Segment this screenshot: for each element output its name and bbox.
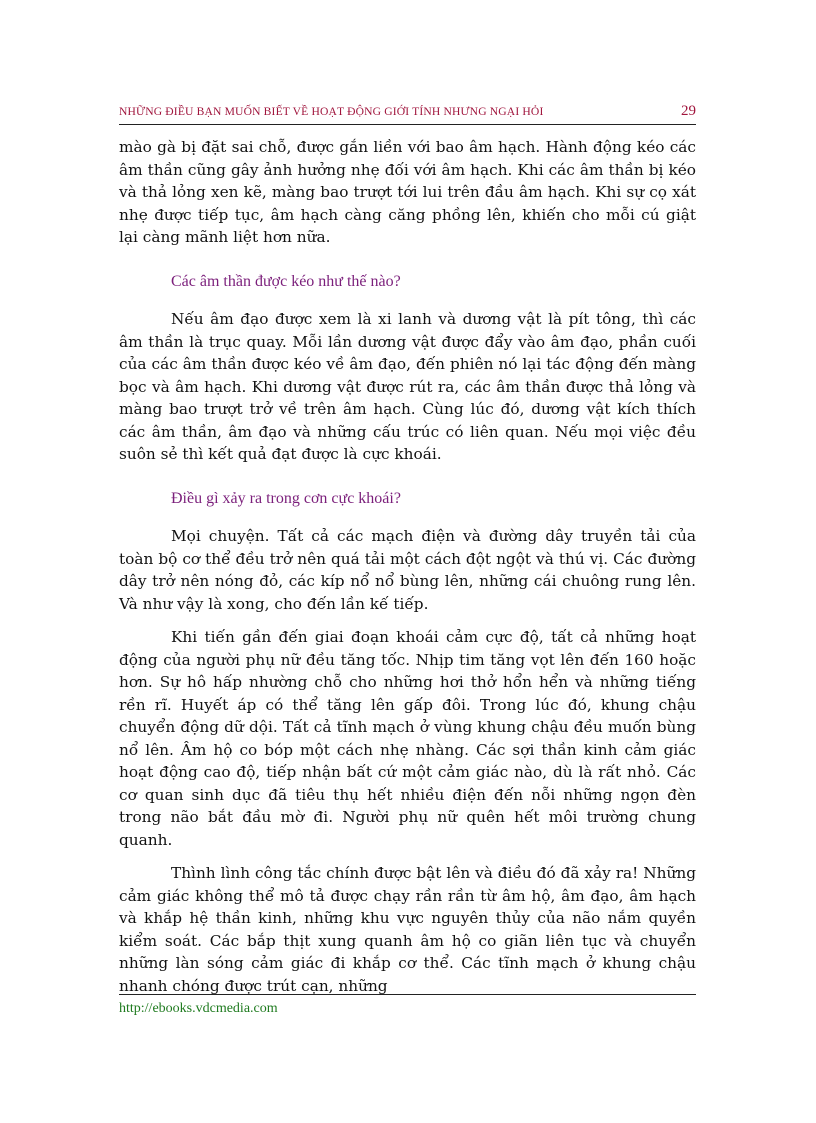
page-body [119, 136, 696, 997]
paragraph: Thình lình công tắc chính được bật lên và điều đó đã xảy ra! Những cảm giác không thể mô tả được chạy rần rần từ âm hộ, âm đạo, âm hạch và khắp hệ thần kinh, những khu vực nguyên thủy của não nắm quyền kiểm soát. Các bắp thịt xung quanh âm hộ co giãn liên tục và chuyển những làn sóng cảm giác đi khắp cơ thể. Các tĩnh mạch ở khung chậu nhanh chóng được trút cạn, những [119, 864, 696, 995]
paragraph: Nếu âm đạo được xem là xi lanh và dương vật là pít tông, thì các âm thần là trục quay. Mỗi lần dương vật được đẩy vào âm đạo, phần cuối của các âm thần được kéo về âm đạo, đến phiên nó lại tác động đến màng bọc và âm hạch. Khi dương vật được rút ra, các âm thần được thả lỏng và màng bao trượt trở về trên âm hạch. Cùng lúc đó, dương vật kích thích các âm thần, âm đạo và những cấu trúc có liên quan. Nếu mọi việc đều suôn sẻ thì kết quả đạt được là cực khoái. [119, 310, 696, 463]
page-footer [119, 994, 696, 1017]
running-header [119, 103, 696, 125]
page-number: 29 [681, 103, 696, 119]
footer-link[interactable]: http://ebooks.vdcmedia.com [119, 1001, 278, 1016]
section-heading: Điều gì xảy ra trong cơn cực khoái? [171, 489, 401, 507]
paragraph: mào gà bị đặt sai chỗ, được gắn liền với bao âm hạch. Hành động kéo các âm thần cũng gây ảnh hưởng nhẹ đối với âm hạch. Khi các âm thần bị kéo và thả lỏng xen kẽ, màng bao trượt tới lui trên đầu âm hạch. Khi sự cọ xát nhẹ được tiếp tục, âm hạch càng căng phồng lên, khiến cho mỗi cú giật lại càng mãnh liệt hơn nữa. [119, 138, 696, 246]
section-heading: Các âm thần được kéo như thế nào? [171, 272, 401, 290]
paragraph: Khi tiến gần đến giai đoạn khoái cảm cực độ, tất cả những hoạt động của người phụ nữ đều tăng tốc. Nhịp tim tăng vọt lên đến 160 hoặc hơn. Sự hô hấp nhường chỗ cho những hơi thở hổn hển và những tiếng rền rĩ. Huyết áp có thể tăng lên gấp đôi. Trong lúc đó, khung chậu chuyển động dữ dội. Tất cả tĩnh mạch ở vùng khung chậu đều muốn bùng nổ lên. Âm hộ co bóp một cách nhẹ nhàng. Các sợi thần kinh cảm giác hoạt động cao độ, tiếp nhận bất cứ một cảm giác nào, dù là rất nhỏ. Các cơ quan sinh dục đã tiêu thụ hết nhiều điện đến nỗi những ngọn đèn trong não bắt đầu mờ đi. Người phụ nữ quên hết môi trường chung quanh. [119, 628, 696, 849]
book-title: NHỮNG ĐIỀU BẠN MUỐN BIẾT VỀ HOẠT ĐỘNG GIỚI TÍNH NHƯNG NGẠI HỎI [119, 105, 544, 118]
paragraph: Mọi chuyện. Tất cả các mạch điện và đường dây truyền tải của toàn bộ cơ thể đều trở nên quá tải một cách đột ngột và thú vị. Các đường dây trở nên nóng đỏ, các kíp nổ nổ bùng lên, những cái chuông rung lên. Và như vậy là xong, cho đến lần kế tiếp. [119, 527, 696, 613]
